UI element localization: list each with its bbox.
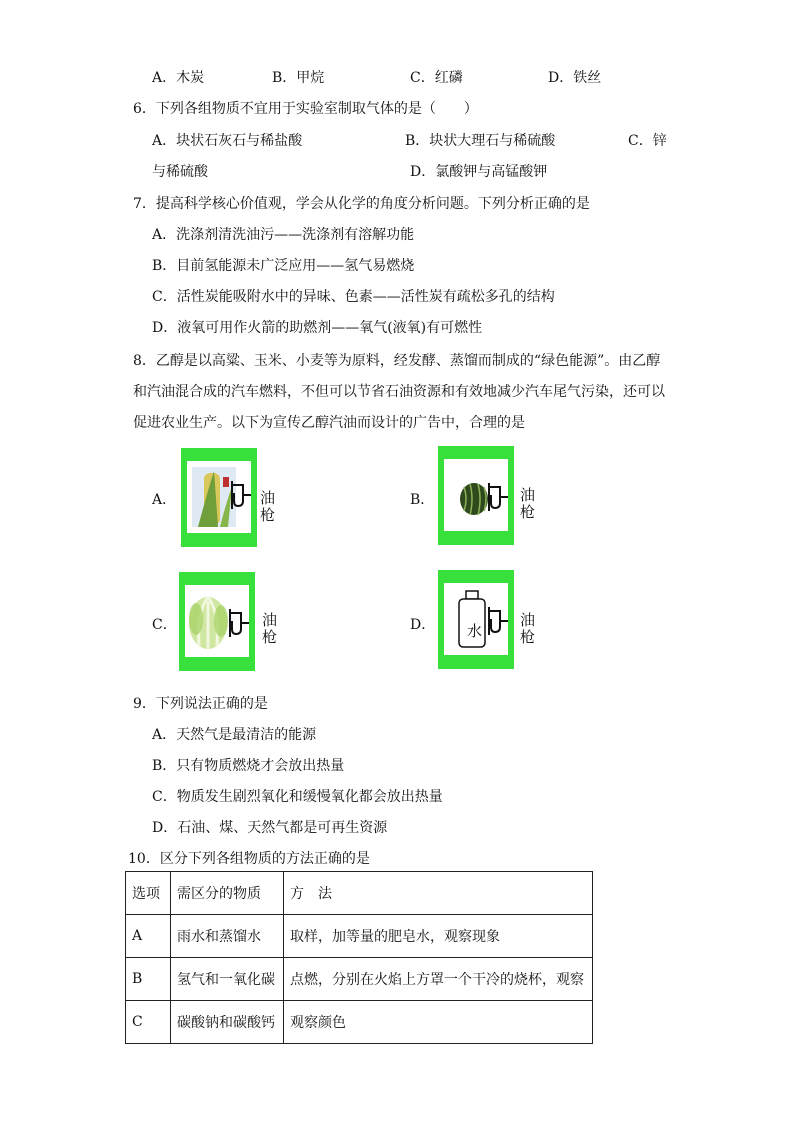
table-row — [126, 915, 593, 958]
fuel-nozzle-icon — [227, 607, 249, 641]
table-cell: 碳酸钠和碳酸钙 — [171, 1001, 284, 1044]
q9-stem: 9．下列说法正确的是 — [133, 696, 268, 712]
table-header-cell: 需区分的物质 — [171, 872, 284, 915]
table-header-cell: 选项 — [126, 872, 171, 915]
q9-option-d: D．石油、煤、天然气都是可再生资源 — [152, 820, 388, 836]
bottle-label: 水 — [467, 622, 483, 640]
q5-option-d: D．铁丝 — [548, 70, 602, 86]
q7-option-a: A．洗涤剂清洗油污——洗涤剂有溶解功能 — [152, 227, 415, 243]
q5-option-b: B．甲烷 — [272, 70, 325, 86]
table-cell: 雨水和蒸馏水 — [171, 915, 284, 958]
q5-option-c: C．红磷 — [410, 70, 463, 86]
q8-stem-line-1: 8．乙醇是以高粱、玉米、小麦等为原料，经发酵、蒸馏而制成的“绿色能源”。由乙醇 — [133, 353, 661, 369]
cabbage-icon — [187, 591, 229, 651]
fuel-nozzle-icon — [486, 605, 508, 639]
fuel-gun-label-a: 油枪 — [260, 489, 276, 524]
q9-option-a: A．天然气是最清洁的能源 — [152, 727, 317, 743]
q7-stem: 7．提高科学核心价值观，学会从化学的角度分析问题。下列分析正确的是 — [133, 196, 590, 212]
table-cell: C — [126, 1001, 171, 1044]
q10-stem: 10．区分下列各组物质的方法正确的是 — [128, 851, 370, 867]
q6-option-c: C．锌 — [628, 133, 667, 149]
q8-option-a-letter: A． — [152, 492, 177, 508]
q8-stem-line-2: 和汽油混合成的汽车燃料，不但可以节省石油资源和有效地减少汽车尾气污染，还可以 — [133, 384, 665, 400]
q7-option-d: D．液氧可用作火箭的助燃剂——氧气(液氧)有可燃性 — [152, 320, 483, 336]
q5-option-a: A．木炭 — [152, 70, 205, 86]
q6-option-b: B．块状大理石与稀硫酸 — [405, 133, 556, 149]
table-cell: 点燃，分别在火焰上方罩一个干冷的烧杯，观察 — [284, 958, 593, 1001]
table-cell: 取样，加等量的肥皂水，观察现象 — [284, 915, 593, 958]
q10-table — [125, 871, 593, 1044]
fuel-gun-label-d: 油枪 — [520, 611, 536, 646]
fuel-nozzle-icon — [229, 479, 251, 513]
q9-option-b: B．只有物质燃烧才会放出热量 — [152, 758, 345, 774]
q8-ad-card-b — [438, 446, 514, 545]
q8-stem-line-3: 促进农业生产。以下为宣传乙醇汽油而设计的广告中，合理的是 — [133, 415, 525, 431]
table-cell: 观察颜色 — [284, 1001, 593, 1044]
q8-option-c-letter: C． — [152, 617, 177, 633]
fuel-gun-label-b: 油枪 — [520, 486, 536, 521]
q8-ad-card-d — [438, 570, 514, 669]
q7-option-c: C．活性炭能吸附水中的异味、色素——活性炭有疏松多孔的结构 — [152, 289, 555, 305]
q8-option-b-letter: B． — [410, 492, 435, 508]
q6-option-a: A．块状石灰石与稀盐酸 — [152, 133, 303, 149]
q6-option-c-continued: 与稀硫酸 — [152, 164, 208, 180]
table-row — [126, 1001, 593, 1044]
q8-option-d-letter: D． — [410, 617, 436, 633]
q8-ad-card-c — [179, 572, 255, 671]
fuel-gun-label-c: 油枪 — [262, 611, 278, 646]
table-header-row — [126, 872, 593, 915]
q7-option-b: B．目前氢能源未广泛应用——氢气易燃烧 — [152, 258, 415, 274]
q9-option-c: C．物质发生剧烈氧化和缓慢氧化都会放出热量 — [152, 789, 443, 805]
q6-stem: 6．下列各组物质不宜用于实验室制取气体的是（ ） — [133, 101, 478, 117]
fuel-nozzle-icon — [486, 481, 508, 515]
table-cell: B — [126, 958, 171, 1001]
table-cell: 氢气和一氧化碳 — [171, 958, 284, 1001]
table-header-cell: 方 法 — [284, 872, 593, 915]
table-row — [126, 958, 593, 1001]
q6-option-d: D．氯酸钾与高锰酸钾 — [410, 164, 548, 180]
table-cell: A — [126, 915, 171, 958]
q8-ad-card-a — [181, 448, 257, 547]
